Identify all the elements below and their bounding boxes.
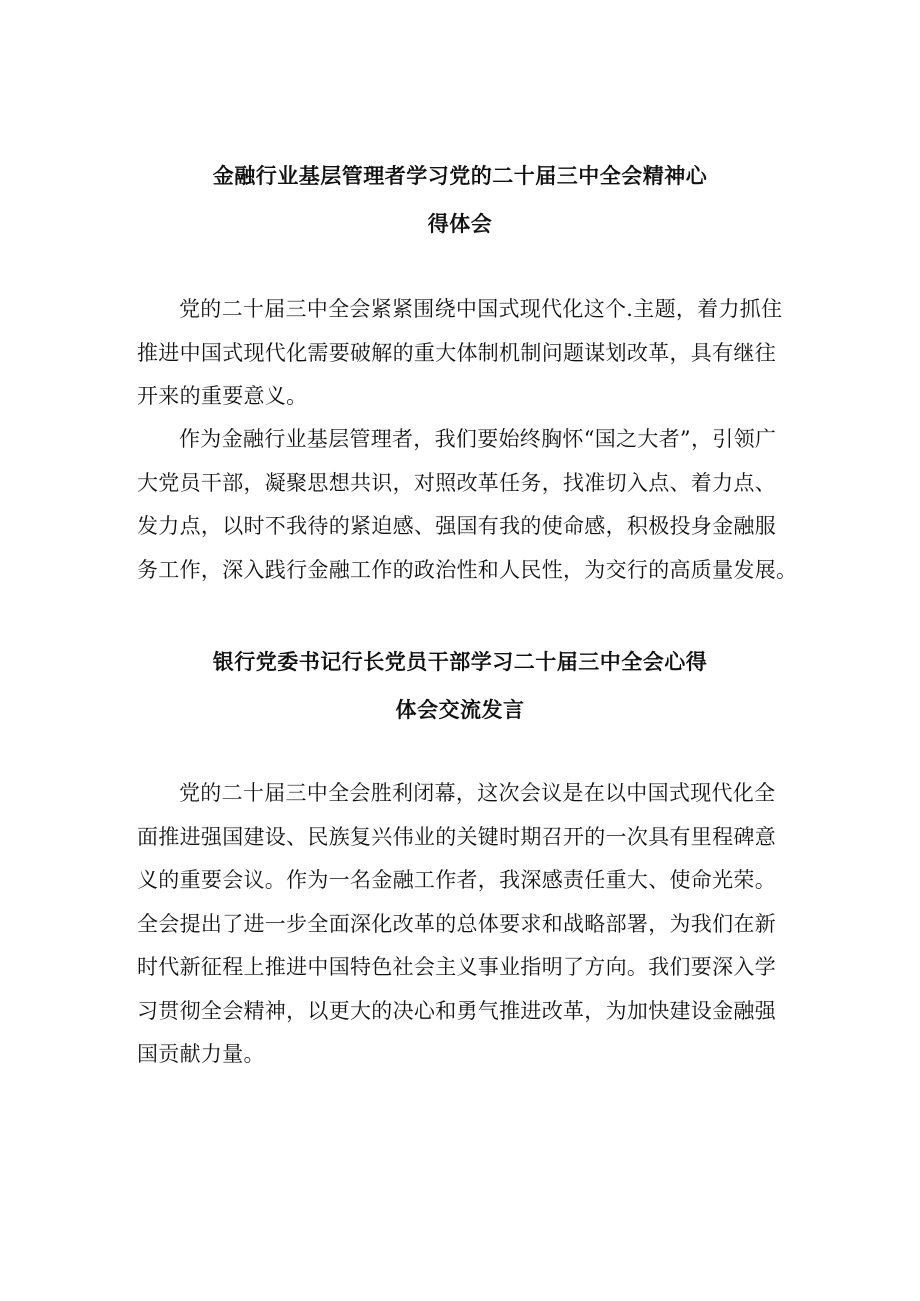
section2-title: [0, 638, 920, 734]
section2-title-line1: 银行党委书记行长党员干部学习二十届三中全会心得: [212, 650, 708, 674]
text-line: 时代新征程上推进中国特色社会主义事业指明了方向。我们要深入学: [137, 955, 776, 979]
text-line: 党的二十届三中全会胜利闭幕，这次会议是在以中国式现代化全: [179, 781, 776, 805]
text-line: 推进中国式现代化需要破解的重大体制机制问题谋划改革，具有继往: [137, 340, 776, 365]
section1-title-line2: 得体会: [427, 212, 493, 236]
text-line: 作为金融行业基层管理者，我们要始终胸怀“国之大者”，引领广: [179, 427, 777, 451]
section1-title: [0, 152, 920, 248]
text-line: 国贡献力量。: [137, 1042, 265, 1066]
section2-title-line2: 体会交流发言: [395, 698, 525, 722]
text-line: 全会提出了进一步全面深化改革的总体要求和战略部署，为我们在新: [137, 911, 776, 936]
section2-paragraph1: [137, 772, 787, 1077]
section1-paragraph2: [137, 418, 798, 592]
text-line: 务工作，深入践行金融工作的政治性和人民性，为交行的高质量发展。: [137, 557, 798, 582]
text-line: 习贯彻全会精神，以更大的决心和勇气推进改革，为加快建设金融强: [137, 998, 776, 1023]
text-line: 义的重要会议。作为一名金融工作者，我深感责任重大、使命光荣。: [137, 868, 776, 892]
text-line: 大党员干部，凝聚思想共识，对照改革任务，找准切入点、着力点、: [137, 470, 776, 495]
section1-title-line1: 金融行业基层管理者学习党的二十届三中全会精神心: [212, 164, 708, 188]
text-line: 党的二十届三中全会紧紧围绕中国式现代化这个.主题，着力抓住: [179, 297, 783, 321]
text-line: 发力点，以时不我待的紧迫感、强国有我的使命感，积极投身金融服: [137, 514, 776, 538]
text-line: 面推进强国建设、民族复兴伟业的关键时期召开的一次具有里程碑意: [137, 824, 776, 849]
section1-paragraph1: [137, 288, 787, 419]
text-line: 开来的重要意义。: [137, 384, 308, 408]
